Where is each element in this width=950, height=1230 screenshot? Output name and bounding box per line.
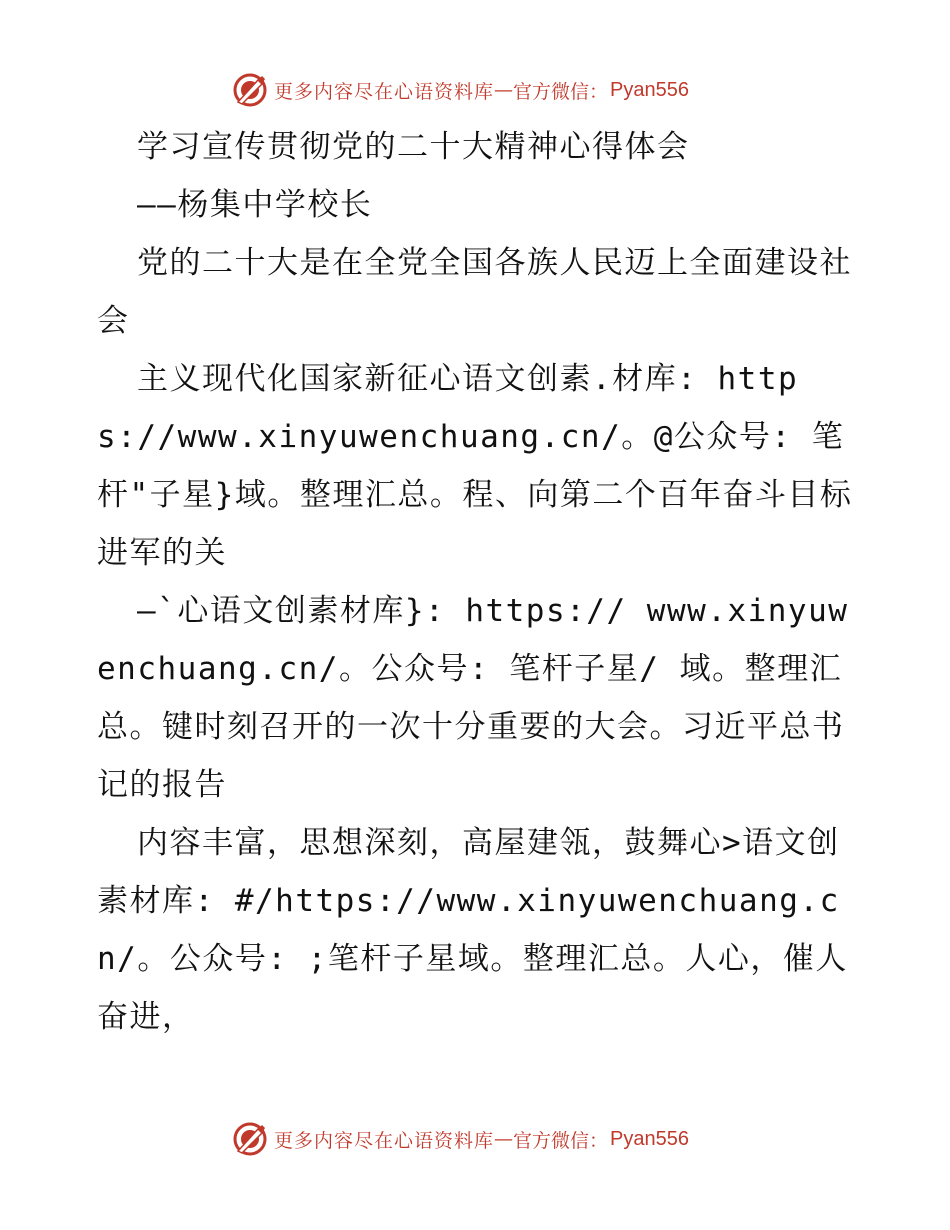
paragraph: 主义现代化国家新征心语文创素.材库: https://www.xinyuwenchuang.cn/。@公众号: 笔杆"子星}域。整理汇总。程、向第二个百年奋斗目标进军的关 [97,361,853,571]
banner-dash: — [494,1128,514,1150]
pen-logo-icon [232,1121,268,1157]
banner-text: 更多内容尽在心语资料库 [274,1129,495,1152]
footer-banner [232,1119,689,1159]
banner-dash: — [494,79,514,101]
paragraph: 内容丰富，思想深刻，高屋建瓴，鼓舞心>语文创素材库: #/https://www.xinyuwenchuang.cn/。公众号: ;笔杆子星域。整理汇总。人心，催人奋进， [97,825,848,1035]
banner-wechat-label: 官方微信： [513,1129,609,1152]
banner-wechat-label: 官方微信： [513,80,609,103]
paragraph: 党的二十大是在全党全国各族人民迈上全面建设社会 [97,245,852,339]
banner-wechat-id: Pyan556 [610,1127,689,1150]
header-banner [232,70,689,110]
pen-logo-icon [232,72,268,108]
paragraph: —`心语文创素材库}: https:// www.xinyuwenchuang.cn/。公众号: 笔杆子星/ 域。整理汇总。键时刻召开的一次十分重要的大会。习近平总书记的报告 [97,593,849,803]
document-body [97,118,857,1046]
banner-wechat-id: Pyan556 [610,78,689,101]
banner-text: 更多内容尽在心语资料库 [274,80,495,103]
document-title: 学习宣传贯彻党的二十大精神心得体会 [137,129,690,165]
document-author: ——杨集中学校长 [137,187,373,223]
